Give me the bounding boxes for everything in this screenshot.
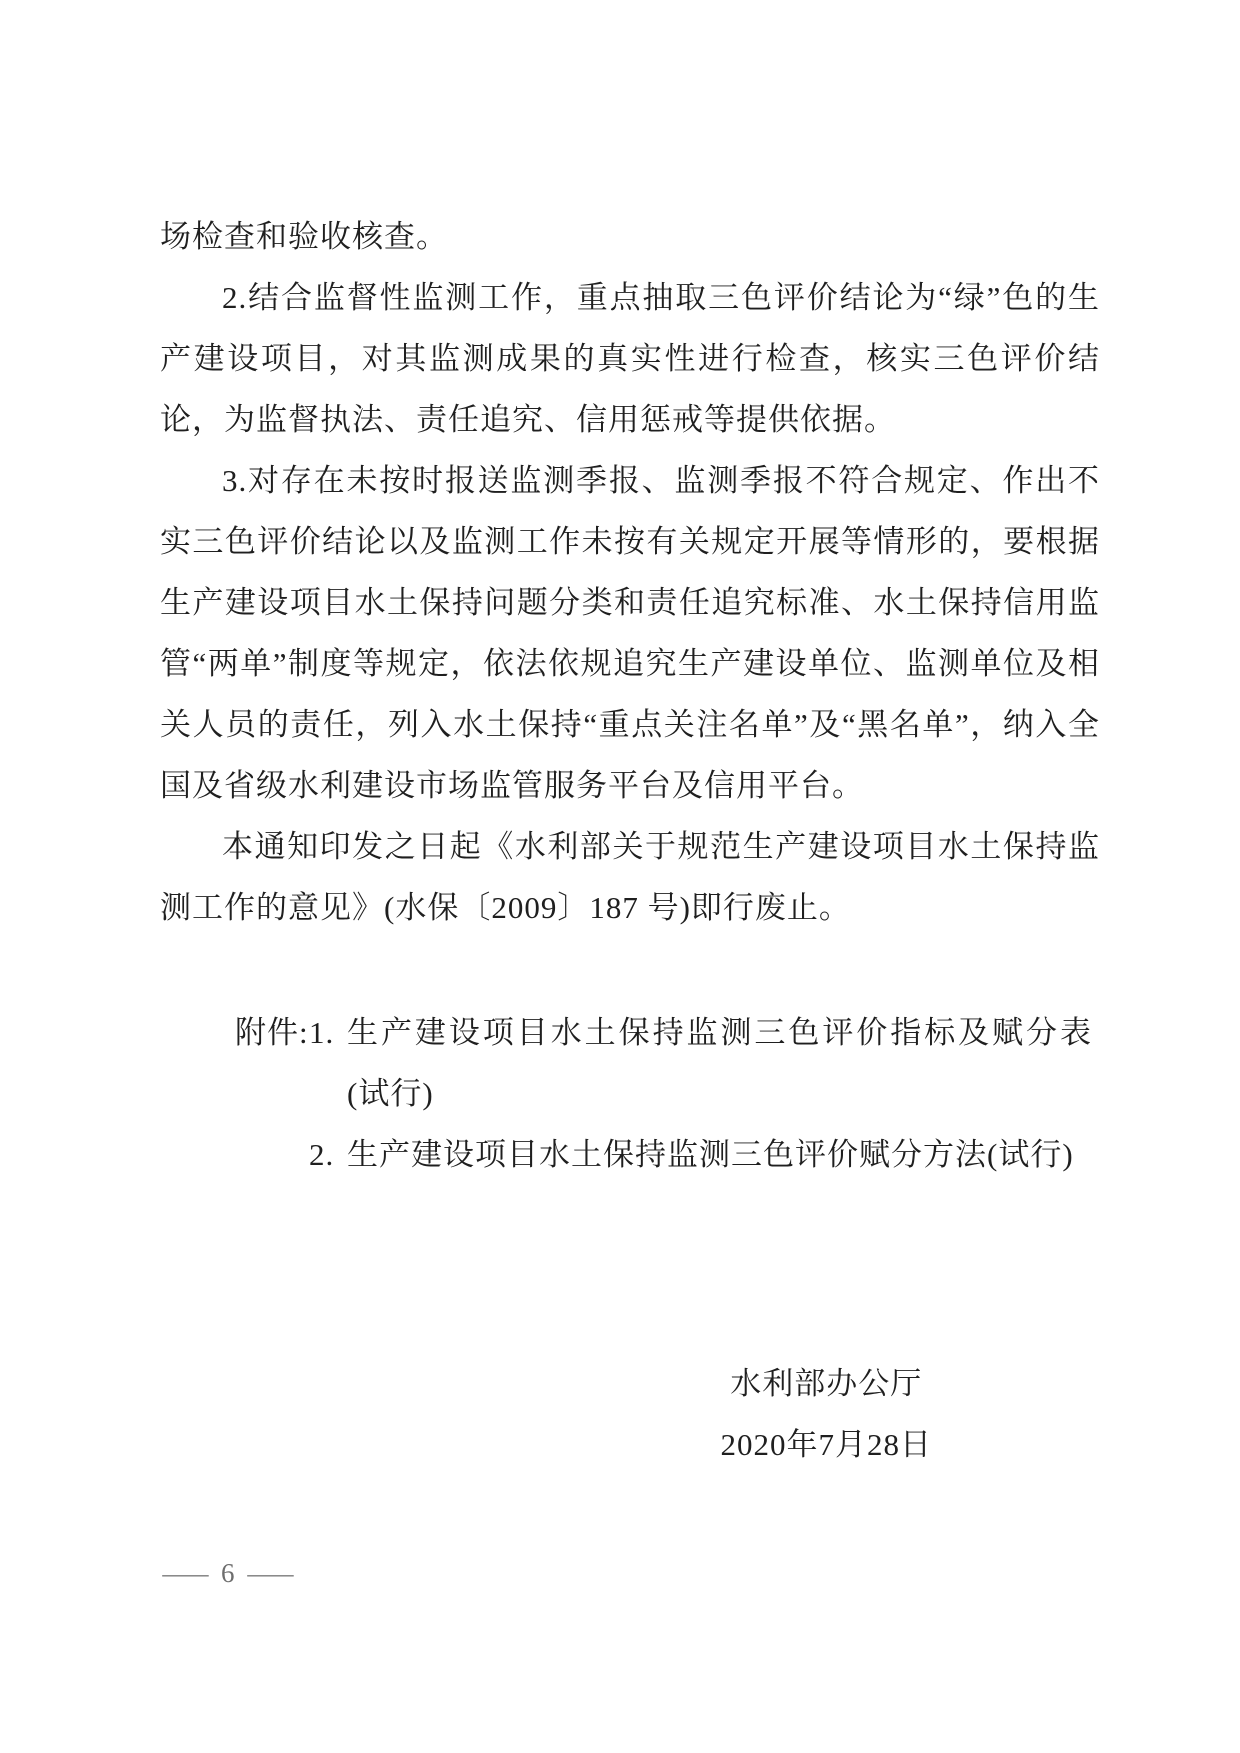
page-footer bbox=[162, 1556, 293, 1590]
signature-date: 2020年7月28日 bbox=[720, 1427, 932, 1462]
signature-issuer: 水利部办公厅 bbox=[730, 1366, 923, 1401]
attachment-item-1 bbox=[235, 1002, 1100, 1124]
attachment-item-2 bbox=[235, 1124, 1100, 1185]
body-paragraph-1: 场检查和验收核查。 bbox=[160, 219, 448, 254]
page-number: 6 bbox=[221, 1558, 235, 1588]
attachment-item-2-text: 生产建设项目水土保持监测三色评价赋分方法(试行) bbox=[347, 1137, 1074, 1172]
attachments-section bbox=[160, 1002, 1100, 1185]
signature-block bbox=[721, 1353, 933, 1475]
attachment-item-2-marker: 2. bbox=[309, 1137, 335, 1172]
body-paragraph-3: 3.对存在未按时报送监测季报、监测季报不符合规定、作出不实三色评价结论以及监测工作未按有关规定开展等情形的，要根据生产建设项目水土保持问题分类和责任追究标准、水土保持信用监管“两单”制度等规定，依法依规追究生产建设单位、监测单位及相关人员的责任，列入水土保持“重点关注名单”及“黑名单”，纳入全国及省级水利建设市场监管服务平台及信用平台。 bbox=[160, 463, 1100, 803]
document-body bbox=[160, 206, 1100, 1475]
attachment-item-1-marker: 1. bbox=[309, 1015, 335, 1050]
attachment-item-1-text: 生产建设项目水土保持监测三色评价指标及赋分表(试行) bbox=[347, 1015, 1092, 1111]
body-paragraph-4: 本通知印发之日起《水利部关于规范生产建设项目水土保持监测工作的意见》(水保〔2009〕187 号)即行废止。 bbox=[160, 829, 1100, 925]
footer-dash-right: — bbox=[247, 1558, 293, 1588]
attachments-label: 附件: bbox=[235, 1015, 309, 1050]
footer-dash-left: — bbox=[162, 1558, 209, 1588]
body-paragraph-2: 2.结合监督性监测工作，重点抽取三色评价结论为“绿”色的生产建设项目，对其监测成果的真实性进行检查，核实三色评价结论，为监督执法、责任追究、信用惩戒等提供依据。 bbox=[160, 280, 1100, 437]
